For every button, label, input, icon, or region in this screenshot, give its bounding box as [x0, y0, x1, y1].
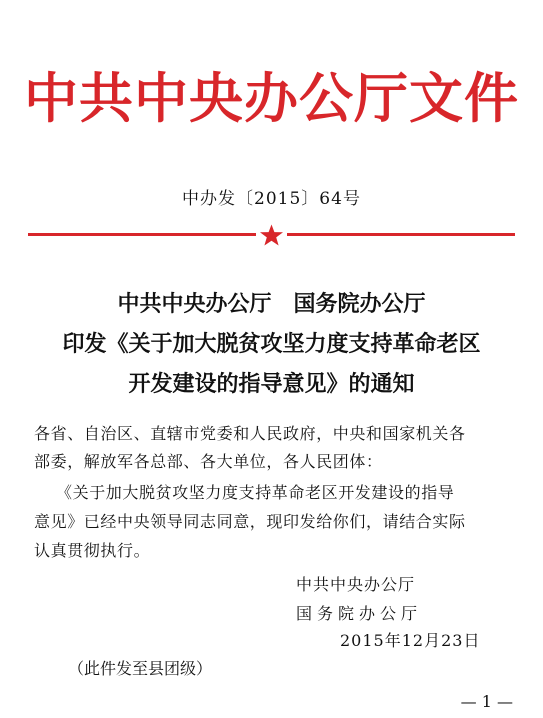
- body-line-5: 认真贯彻执行。: [34, 541, 151, 560]
- body-line-2: 部委，解放军各总部、各大单位，各人民团体：: [34, 452, 383, 471]
- divider-rule-right: [287, 233, 515, 236]
- divider-rule-left: [28, 233, 256, 236]
- notice-title-line-3: 开发建设的指导意见》的通知: [128, 371, 415, 397]
- page-number: — 1 —: [460, 692, 513, 711]
- signature-date: 2015年12月23日: [340, 631, 481, 650]
- signature-org-2: 国务院办公厅: [296, 604, 423, 623]
- red-star-icon: [259, 224, 284, 246]
- body-line-1: 各省、自治区、直辖市党委和人民政府，中央和国家机关各: [34, 424, 466, 443]
- notice-title-line-2: 印发《关于加大脱贫攻坚力度支持革命老区: [62, 331, 481, 357]
- body-line-3: 《关于加大脱贫攻坚力度支持革命老区开发建设的指导: [56, 483, 455, 502]
- distribution-note: （此件发至县团级）: [68, 659, 213, 678]
- notice-title-line-1: 中共中央办公厅 国务院办公厅: [117, 291, 426, 317]
- body-line-4: 意见》已经中央领导同志同意，现印发给你们，请结合实际: [34, 512, 466, 531]
- signature-org-1: 中共中央办公厅: [296, 575, 416, 594]
- red-divider: [28, 224, 515, 246]
- document-masthead: 中共中央办公厅文件: [24, 66, 519, 130]
- document-number: 中办发〔2015〕64号: [182, 189, 361, 209]
